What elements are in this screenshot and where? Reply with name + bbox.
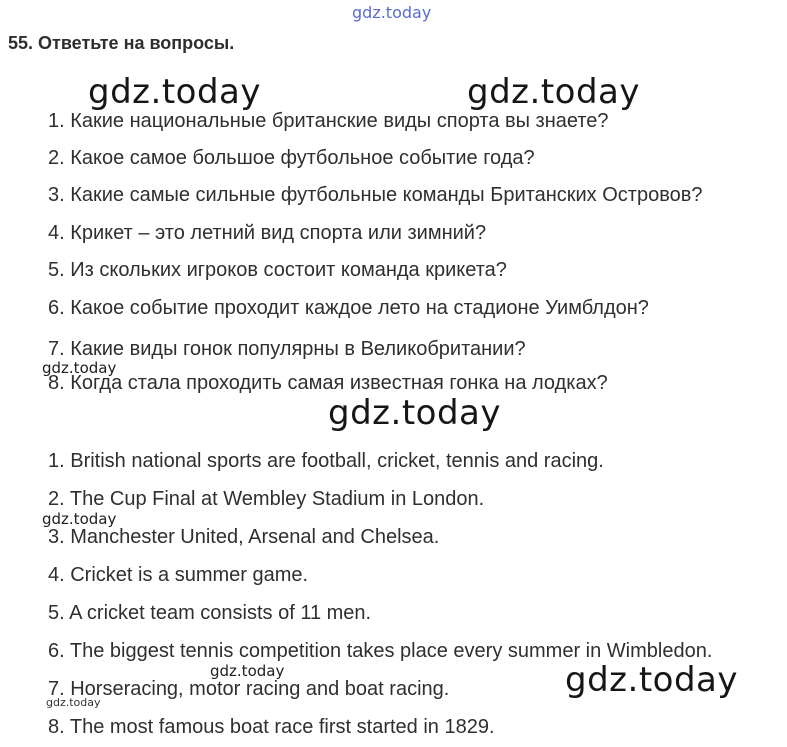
- question-item-2: 2. Какое самое большое футбольное событие года?: [48, 147, 535, 169]
- watermark-small-1: gdz.today: [42, 359, 117, 377]
- question-item-3: 3. Какие самые сильные футбольные команды Британских Островов?: [48, 184, 703, 206]
- question-item-6: 6. Какое событие проходит каждое лето на стадионе Уимблдон?: [48, 297, 649, 319]
- answer-item-6: 6. The biggest tennis competition takes place every summer in Wimbledon.: [48, 640, 713, 662]
- question-item-1: 1. Какие национальные британские виды спорта вы знаете?: [48, 110, 609, 132]
- answer-item-3: 3. Manchester United, Arsenal and Chelsea.: [48, 526, 440, 548]
- question-item-8: 8. Когда стала проходить самая известная гонка на лодках?: [48, 372, 608, 394]
- watermark-large-4: gdz.today: [565, 660, 738, 700]
- watermark-large-2: gdz.today: [467, 72, 640, 112]
- question-item-5: 5. Из скольких игроков состоит команда крикета?: [48, 259, 507, 281]
- question-item-7: 7. Какие виды гонок популярны в Великобритании?: [48, 338, 526, 360]
- watermark-large-3: gdz.today: [328, 393, 501, 433]
- watermark-large-1: gdz.today: [88, 72, 261, 112]
- watermark-tiny-1: gdz.today: [46, 696, 101, 709]
- answer-item-1: 1. British national sports are football, cricket, tennis and racing.: [48, 450, 604, 472]
- answer-item-7: 7. Horseracing, motor racing and boat racing.: [48, 678, 450, 700]
- question-item-4: 4. Крикет – это летний вид спорта или зимний?: [48, 222, 487, 244]
- watermark-top: gdz.today: [352, 3, 432, 22]
- answer-item-8: 8. The most famous boat race first started in 1829.: [48, 716, 495, 738]
- watermark-small-2: gdz.today: [42, 510, 117, 528]
- answer-item-5: 5. A cricket team consists of 11 men.: [48, 602, 372, 624]
- answer-item-2: 2. The Cup Final at Wembley Stadium in London.: [48, 488, 485, 510]
- answer-item-4: 4. Cricket is a summer game.: [48, 564, 309, 586]
- exercise-heading: 55. Ответьте на вопросы.: [8, 33, 235, 53]
- watermark-small-3: gdz.today: [210, 662, 285, 680]
